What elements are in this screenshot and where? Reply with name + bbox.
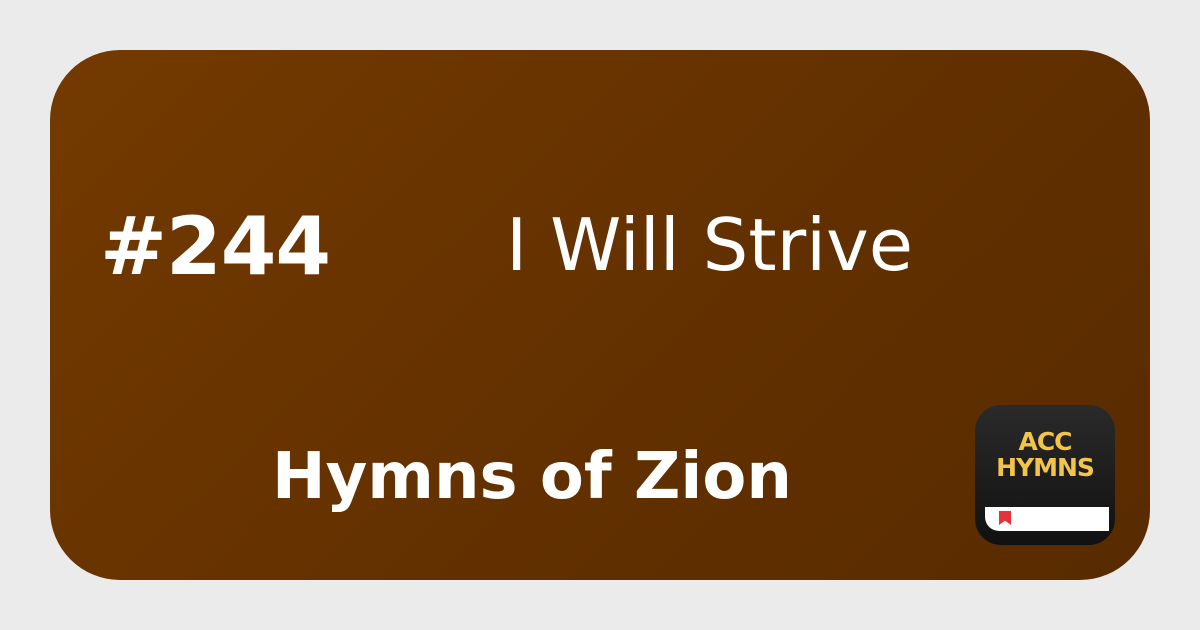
app-icon-line-1: ACC <box>1018 427 1072 456</box>
hymn-number: #244 <box>100 200 331 293</box>
app-icon-line-2: HYMNS <box>996 453 1094 482</box>
book-page-icon <box>985 507 1109 531</box>
acc-hymns-app-icon <box>975 405 1115 545</box>
hymn-card <box>50 50 1150 580</box>
hymnal-name: Hymns of Zion <box>272 440 792 514</box>
bookmark-icon <box>999 511 1011 525</box>
hymn-title: I Will Strive <box>506 203 914 287</box>
app-icon-label <box>975 429 1115 481</box>
